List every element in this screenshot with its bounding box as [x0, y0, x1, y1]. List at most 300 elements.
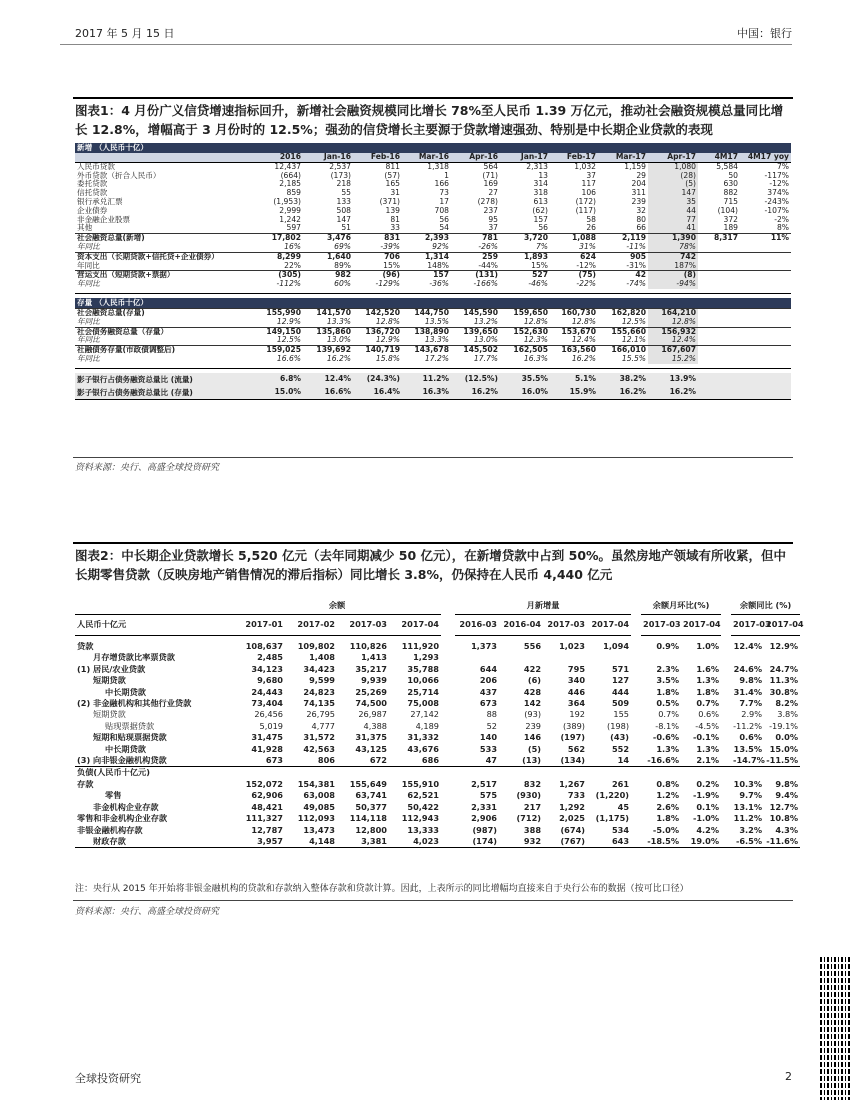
table-cell: 60%	[334, 279, 351, 289]
table-cell: 78%	[648, 243, 698, 252]
qr-code-overlay	[820, 955, 850, 1100]
table-cell: -11.2%	[733, 720, 763, 731]
spacer	[441, 813, 455, 824]
table-cell: 109,802	[297, 641, 335, 651]
table-cell: -74%	[626, 279, 646, 289]
table-cell: 34,423	[303, 663, 335, 674]
spacer	[721, 664, 731, 675]
table-cell: 552	[611, 743, 630, 754]
table-row	[75, 198, 791, 207]
section-fill	[253, 298, 303, 309]
spacer	[631, 744, 641, 755]
figure2-source: 资料来源：央行、高盛全球投资研究	[75, 907, 220, 917]
table-cell: 114,118	[349, 813, 387, 824]
table-cell: 16.2%	[451, 386, 500, 400]
figure2-note: 注：央行从 2015 年开始将非银金融机构的贷款和存款纳入整体存款和贷款计算。因此，上表所示的同比增幅均直接来自于央行公布的数据（按可比口径）	[75, 884, 689, 894]
table-cell: 66	[636, 223, 646, 233]
table-cell: 13.5%	[424, 316, 449, 326]
table-cell: (93)	[524, 709, 542, 720]
table-cell: 162,505	[500, 346, 550, 355]
table-cell: 10,066	[407, 675, 440, 686]
table-cell: 2,999	[279, 205, 301, 215]
table-cell: 261	[611, 778, 630, 789]
table-cell: 1.3%	[696, 743, 720, 754]
section-title: 负债(人民币十亿元)	[77, 767, 150, 778]
table-cell: 16.3%	[523, 353, 548, 363]
table-cell: 32	[636, 205, 646, 215]
table-cell: 89%	[334, 260, 351, 270]
row-label: 影子银行占债务融资总量比 (存量)	[75, 386, 253, 400]
table-cell	[764, 652, 800, 663]
table-cell: 9.8%	[775, 778, 799, 789]
table-cell: 16%	[284, 241, 301, 251]
table-cell: 9.8%	[739, 675, 763, 686]
table-cell	[698, 346, 740, 355]
section-fill	[303, 298, 353, 309]
table-cell: 7.7%	[739, 698, 763, 709]
table-cell: 139,650	[451, 327, 500, 336]
row-label: 年同比	[77, 279, 100, 289]
table-cell: 152,072	[245, 778, 283, 789]
spacer	[631, 836, 641, 848]
table-cell: 56	[538, 223, 548, 233]
row-label: (3) 向非银金融机构贷款	[75, 755, 233, 767]
table-cell: 882	[723, 188, 738, 198]
table-cell: 187%	[648, 262, 698, 271]
table-cell: -0.6%	[652, 732, 680, 743]
table-cell: 44	[648, 207, 698, 216]
table-cell: 144,750	[402, 308, 451, 317]
table-cell: 527	[500, 271, 550, 280]
table-cell: (24.3%)	[353, 373, 402, 386]
table-cell: 41,928	[251, 743, 283, 754]
table-cell: 16.3%	[402, 386, 451, 400]
table-cell: 27,142	[410, 709, 440, 720]
spacer	[721, 709, 731, 720]
table-cell: 135,860	[303, 327, 353, 336]
table-cell: 686	[389, 755, 441, 767]
column-header: Feb-16	[353, 153, 402, 162]
table-cell: 146	[523, 732, 542, 743]
group-header: 余额月环比(%)	[641, 598, 721, 615]
table-cell: 138,890	[402, 327, 451, 336]
table-cell: 12.1%	[621, 335, 646, 345]
table-cell: 673	[479, 698, 498, 709]
table-cell: -19.1%	[769, 720, 799, 731]
table-cell: 75,008	[407, 698, 440, 709]
section-fill	[698, 298, 740, 309]
table-cell: 95	[488, 214, 498, 224]
row-label: 企业债券	[77, 205, 108, 215]
table-cell: (104)	[717, 205, 738, 215]
table-cell: (131)	[451, 271, 500, 280]
table-cell: 117	[581, 179, 596, 189]
table-cell: 6.8%	[253, 373, 303, 386]
table-cell: 4.2%	[696, 824, 720, 835]
spacer	[721, 790, 731, 801]
table-cell: 11.3%	[769, 675, 799, 686]
table-cell: -107%	[764, 205, 789, 215]
table-cell	[698, 243, 740, 252]
spacer	[337, 767, 389, 779]
row-label: 年同比	[77, 260, 100, 270]
table-cell: 15.9%	[550, 386, 598, 400]
table-cell: 56	[439, 214, 449, 224]
table-cell: -1.0%	[692, 813, 720, 824]
table-cell: 428	[523, 686, 542, 697]
table-cell: 142	[523, 698, 542, 709]
table-cell: 155,660	[598, 327, 648, 336]
table-cell: 733	[567, 790, 586, 801]
table-cell: 17.2%	[424, 353, 449, 363]
spacer	[721, 598, 731, 615]
table-cell: 1,893	[500, 252, 550, 261]
table-cell: 80	[636, 214, 646, 224]
table-cell: 37	[586, 170, 596, 180]
spacer	[587, 767, 631, 779]
table-cell: (117)	[575, 205, 596, 215]
row-label: 贴现票据贷款	[105, 720, 155, 731]
table-cell: 8,317	[698, 234, 740, 243]
table-cell: 1,314	[402, 252, 451, 261]
table-cell: 1,390	[648, 234, 698, 243]
column-header: 2017-03	[731, 615, 764, 636]
table-cell: 156,932	[648, 327, 698, 336]
table-cell: 672	[337, 755, 389, 767]
row-label: 社会融资总量(新增)	[75, 234, 253, 243]
table-cell: (6)	[527, 675, 542, 686]
table-cell: (371)	[379, 196, 400, 206]
column-header: 2016-04	[499, 615, 543, 636]
table-cell: 12.8%	[648, 318, 698, 327]
table-cell: 16.0%	[500, 386, 550, 400]
table-cell: 5,019	[259, 720, 283, 731]
spacer	[631, 675, 641, 686]
table-cell: 781	[451, 234, 500, 243]
table-cell: -44%	[478, 260, 498, 270]
table-cell	[698, 327, 740, 336]
table-cell: 17	[439, 196, 449, 206]
table-cell: (62)	[532, 205, 548, 215]
column-header: 2017-04	[764, 615, 800, 636]
table-cell: (172)	[575, 196, 596, 206]
table-row	[75, 207, 791, 216]
table-cell: 437	[479, 686, 498, 697]
row-label: 零售	[105, 790, 122, 801]
table-row	[75, 825, 800, 836]
table-cell: 15.8%	[375, 353, 400, 363]
row-label: 社会债务融资总量（存量）	[75, 327, 253, 336]
table-cell: 3.5%	[656, 675, 680, 686]
table-cell: -11%	[626, 241, 646, 251]
row-label: 非银金融机构存款	[77, 824, 143, 835]
table-cell: 16.2%	[571, 353, 596, 363]
table-cell: 9.4%	[775, 790, 799, 801]
table-cell: (43)	[610, 732, 630, 743]
row-label: 存款	[77, 778, 94, 789]
table-cell: 1.8%	[696, 686, 720, 697]
table-cell: 16.4%	[353, 386, 402, 400]
spacer	[441, 698, 455, 709]
table-cell: (71)	[482, 170, 498, 180]
table-cell: 0.9%	[656, 641, 680, 651]
table-cell	[698, 262, 740, 271]
table-cell: -94%	[648, 280, 698, 289]
spacer	[441, 664, 455, 675]
table-cell: 2,025	[559, 813, 586, 824]
footer-brand: 全球投资研究	[75, 1072, 141, 1085]
table-cell: 143,678	[402, 346, 451, 355]
table-cell: 1,080	[648, 162, 698, 171]
table-row	[75, 732, 800, 743]
table-cell: 340	[567, 675, 586, 686]
row-label: 资本支出（长期贷款+信托贷+企业债券）	[75, 252, 253, 261]
table-cell: 24,443	[251, 686, 283, 697]
spacer	[441, 767, 455, 779]
row-label: 短期贷款	[93, 709, 126, 720]
spacer	[455, 767, 499, 779]
spacer	[441, 641, 455, 652]
spacer	[721, 687, 731, 698]
table-cell: 12.9%	[769, 641, 799, 651]
table-cell: 12.5%	[276, 335, 301, 345]
table-cell: 145,590	[451, 308, 500, 317]
table-cell: 31,375	[355, 732, 387, 743]
table-cell: 140,719	[353, 346, 402, 355]
table-cell: 155,649	[349, 778, 387, 789]
table-cell: 24.6%	[733, 663, 763, 674]
table-row	[75, 755, 800, 767]
row-label: 短期贷款	[93, 675, 126, 686]
table-cell: 1.3%	[696, 675, 720, 686]
table-cell: 17,802	[253, 234, 303, 243]
table-cell: 41	[648, 224, 698, 233]
table-cell: 556	[523, 641, 542, 651]
figure1-table	[75, 143, 791, 400]
table-row	[75, 744, 800, 755]
table-row	[75, 790, 800, 801]
table-cell: (12.5%)	[451, 373, 500, 386]
table-cell: 63,741	[355, 790, 387, 801]
table-cell: 1,023	[559, 641, 586, 651]
table-cell: 149,150	[253, 327, 303, 336]
table-cell: 311	[631, 188, 646, 198]
table-cell: 1,373	[471, 641, 498, 651]
spacer	[721, 767, 731, 779]
row-label: 银行承兑汇票	[77, 196, 123, 206]
table-cell: -16.6%	[641, 755, 681, 767]
table-cell: -11.5%	[764, 755, 800, 767]
spacer	[631, 615, 641, 636]
section-title: 存量 （人民币十亿）	[75, 298, 253, 309]
table-cell: 162,820	[598, 308, 648, 317]
table-cell: 63,008	[303, 790, 335, 801]
table-cell: (75)	[550, 271, 598, 280]
table-row	[75, 813, 800, 824]
table-cell: 12.8%	[523, 316, 548, 326]
table-cell: 10.8%	[769, 813, 799, 824]
table-cell: 643	[587, 836, 631, 848]
table-cell: 16.2%	[326, 353, 351, 363]
table-cell: 154,381	[297, 778, 335, 789]
row-label: (2) 非金融机构和其他行业贷款	[77, 698, 192, 709]
table-cell: 16.6%	[276, 353, 301, 363]
table-cell	[698, 280, 740, 289]
table-cell: 1,159	[624, 161, 646, 171]
table-cell: 239	[525, 720, 542, 731]
table-cell: 25,269	[355, 686, 387, 697]
table-cell	[740, 271, 791, 280]
table-cell	[731, 652, 764, 663]
table-cell: 136,720	[353, 327, 402, 336]
table-cell: 43,125	[355, 743, 387, 754]
table-cell: 217	[523, 801, 542, 812]
column-header: 2017-03	[641, 615, 681, 636]
spacer	[631, 641, 641, 652]
table-cell: 147	[336, 214, 351, 224]
table-cell: 624	[550, 252, 598, 261]
table-cell: -39%	[380, 241, 400, 251]
figure2-table	[75, 598, 804, 848]
table-cell: 630	[723, 179, 738, 189]
table-row	[75, 373, 791, 386]
table-cell: -12%	[769, 179, 789, 189]
table-cell: 31,332	[407, 732, 440, 743]
table-cell: -0.1%	[692, 732, 720, 743]
spacer	[731, 767, 764, 779]
spacer	[764, 767, 800, 779]
section-fill	[648, 298, 698, 309]
table-cell: 11.2%	[402, 373, 451, 386]
column-header: Apr-16	[451, 153, 500, 162]
spacer	[721, 721, 731, 732]
table-cell: (174)	[455, 836, 499, 848]
table-cell: 1,094	[603, 641, 630, 651]
table-cell: 50,422	[407, 801, 440, 812]
unit-label: 人民币十亿元	[75, 615, 233, 636]
table-cell: 13,473	[303, 824, 335, 835]
row-label: 年同比	[77, 316, 100, 326]
table-cell: 15.0%	[769, 743, 799, 754]
table-cell: 2,331	[471, 801, 498, 812]
table-cell: 54	[439, 223, 449, 233]
table-cell: 12.4%	[303, 373, 353, 386]
column-header: Mar-17	[598, 153, 648, 162]
row-label: 委托贷款	[77, 179, 108, 189]
table-cell: 0.6%	[698, 709, 720, 720]
table-cell	[698, 373, 740, 386]
table-cell: 13.0%	[473, 335, 498, 345]
table-cell: 1,413	[361, 652, 387, 663]
table-cell: -46%	[528, 279, 548, 289]
table-cell: (389)	[562, 720, 586, 731]
table-cell: 218	[336, 179, 351, 189]
column-header: 4M17 yoy	[740, 153, 791, 162]
table-cell: 4,388	[363, 720, 387, 731]
table-cell: 1,242	[279, 214, 301, 224]
table-cell: 159,025	[253, 346, 303, 355]
table-cell: 0.0%	[775, 732, 799, 743]
table-cell	[740, 386, 791, 400]
spacer	[631, 802, 641, 813]
table-cell	[740, 346, 791, 355]
table-cell: 0.8%	[656, 778, 680, 789]
table-cell: 35,788	[407, 663, 440, 674]
table-cell: 706	[353, 252, 402, 261]
section-header	[75, 298, 791, 309]
table-cell: 13.3%	[326, 316, 351, 326]
spacer	[441, 802, 455, 813]
spacer	[721, 732, 731, 743]
table-cell: 7%	[535, 241, 548, 251]
spacer	[681, 767, 721, 779]
column-header: 2016-03	[455, 615, 499, 636]
table-cell: 159,650	[500, 308, 550, 317]
table-cell: 192	[569, 709, 586, 720]
table-cell: 0.7%	[696, 698, 720, 709]
table-cell: 1.8%	[656, 813, 680, 824]
table-cell: 239	[631, 196, 646, 206]
table-cell: 673	[233, 755, 285, 767]
table-cell: 1,088	[550, 234, 598, 243]
table-cell	[698, 355, 740, 364]
spacer	[441, 744, 455, 755]
table-cell: 533	[479, 743, 498, 754]
table-cell	[740, 308, 791, 317]
table-cell: 0.5%	[656, 698, 680, 709]
figure1-bottom-rule	[73, 457, 793, 458]
table-cell: 37	[488, 223, 498, 233]
spacer	[721, 744, 731, 755]
table-cell: 92%	[432, 241, 449, 251]
table-cell: 34,123	[251, 663, 283, 674]
row-label: 财政存款	[75, 836, 233, 848]
table-cell: 982	[303, 271, 353, 280]
table-cell: 127	[611, 675, 630, 686]
table-cell: 31,572	[303, 732, 335, 743]
table-cell: 3,957	[233, 836, 285, 848]
table-cell: (134)	[543, 755, 587, 767]
table-cell: 12,787	[251, 824, 283, 835]
table-cell: 13.1%	[733, 801, 763, 812]
table-cell: 9,599	[309, 675, 335, 686]
table-cell: 10.3%	[733, 778, 763, 789]
column-header: 2017-03	[337, 615, 389, 636]
table-cell: 0.2%	[696, 778, 720, 789]
table-cell: 446	[567, 686, 586, 697]
table-cell: (5)	[527, 743, 542, 754]
table-cell: 189	[723, 223, 738, 233]
spacer	[441, 732, 455, 743]
table-cell: 13.0%	[326, 335, 351, 345]
column-header: Jan-16	[303, 153, 353, 162]
column-header: Mar-16	[402, 153, 451, 162]
table-cell: 48,421	[251, 801, 283, 812]
table-cell: 31%	[579, 241, 596, 251]
figure2-bottom-rule	[73, 900, 793, 901]
table-cell: 15%	[383, 260, 400, 270]
row-label: 非金机构企业存款	[93, 801, 159, 812]
column-header: Feb-17	[550, 153, 598, 162]
column-header: 2017-01	[233, 615, 285, 636]
row-label: 年同比	[77, 335, 100, 345]
table-cell: 24,823	[303, 686, 335, 697]
table-cell: (28)	[648, 172, 698, 181]
table-cell: (5)	[648, 180, 698, 189]
table-cell	[740, 243, 791, 252]
row-label: 社融债务存量(市政债调整后)	[75, 346, 253, 355]
table-cell: 29	[636, 170, 646, 180]
